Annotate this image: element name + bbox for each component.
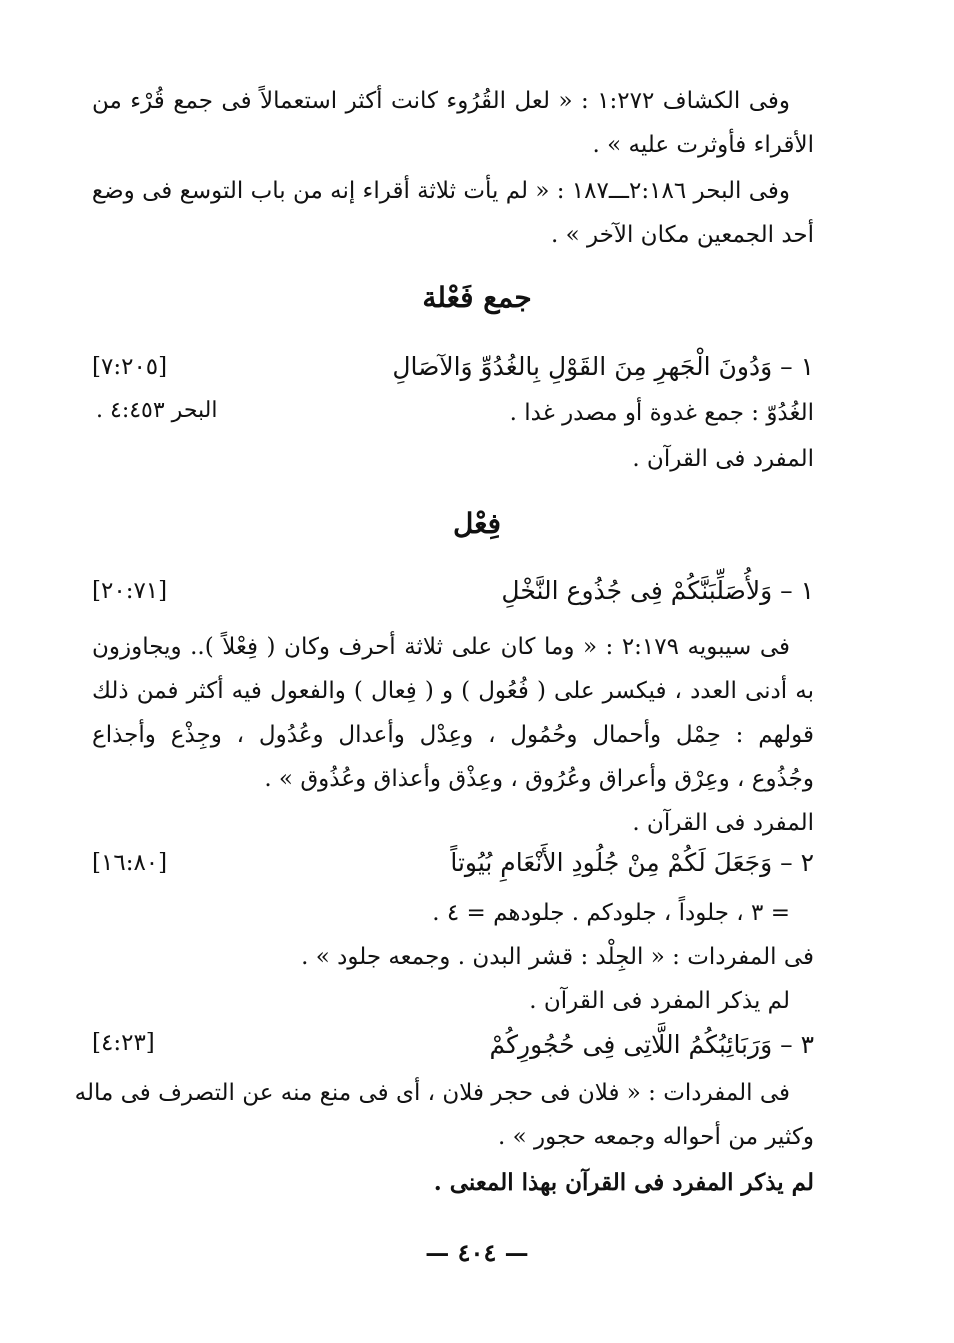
text-line: وفى البحر ٢:١٨٦ـــ١٨٧ : « لم يأت ثلاثة أقراء إنه من باب التوسع فى وضع	[91, 178, 790, 204]
text-line: المفرد فى القرآن .	[632, 810, 814, 836]
quran-verse: ١ – وَدُونَ الْجَهرِ مِنَ القَوْلِ بِالغُدُوِّ وَالآصَالِ	[392, 352, 814, 381]
text-line: قولهم : حِمْل وأحمال وحُمُول ، وعِدْل وأعدال وعُدُول ، وجِذْع وأجذاع	[92, 722, 814, 748]
verse-reference: [١٦:٨٠]	[92, 850, 168, 876]
text-line: لم يذكر المفرد فى القرآن .	[529, 988, 790, 1014]
quran-verse: ١ – وَلأُصَلِّبَنَّكُمْ فِى جُذُوع النَّخْلِ	[501, 576, 814, 605]
text-line: فى المفردات : « الجِلْد : قشر البدن . وجمعه جلود » .	[301, 944, 814, 970]
text-line: وجُذُوع ، وعِرْق وأعراق وعُرُوق ، وعِذْق وأعذاق وعُذُوق » .	[264, 766, 814, 792]
text-line: فى المفردات : « فلان فى حجر فلان ، أى فى منع منه عن التصرف فى ماله	[74, 1080, 790, 1106]
text-line: به أدنى العدد ، فيكسر على ( فُعُول ) و ( فِعال ) والفعول فيه أكثر فمن ذلك	[92, 678, 814, 704]
section-heading: فِعْل	[452, 507, 502, 540]
text-line: المفرد فى القرآن .	[632, 446, 814, 472]
verse-reference: [٧:٢٠٥]	[92, 354, 168, 380]
text-line: فى سيبويه ٢:١٧٩ : « وما كان على ثلاثة أحرف وكان ( فِعْلاً ).. ويجاوزون	[92, 634, 790, 660]
source-reference: البحر ٤:٤٥٣ .	[96, 398, 218, 423]
text-line: = ٣ ، جلوداً ، جلودكم . جلودهم = ٤ .	[432, 900, 790, 926]
text-line: الأقراء فأوثرت عليه » .	[592, 132, 814, 158]
verse-reference: [٤:٢٣]	[92, 1030, 155, 1056]
text-line: وكثير من أحواله وجمعه حجور » .	[497, 1124, 814, 1150]
verse-reference: [٢٠:٧١]	[92, 578, 168, 604]
text-line: أحد الجمعين مكان الآخر » .	[550, 222, 814, 248]
text-line: لم يذكر المفرد فى القرآن بهذا المعنى .	[433, 1169, 814, 1196]
quran-verse: ٣ – وَرَبَائِبُكُمُ اللَّاتِى فِى حُجُورِكُمْ	[489, 1030, 814, 1059]
section-heading: جمع فَعْلة	[422, 281, 532, 314]
text-line: وفى الكشاف ١:٢٧٢ : « لعل القُرُوء كانت أكثر استعمالاً فى جمع قُرْء من	[92, 88, 790, 114]
page-number: — ٤٠٤ —	[425, 1238, 529, 1267]
text-line: الغُدُوّ : جمع غدوة أو مصدر غدا .	[509, 400, 814, 426]
quran-verse: ٢ – وَجَعَلَ لَكُمْ مِنْ جُلُودِ الأَنْعَامِ بُيُوتاً	[450, 848, 814, 877]
